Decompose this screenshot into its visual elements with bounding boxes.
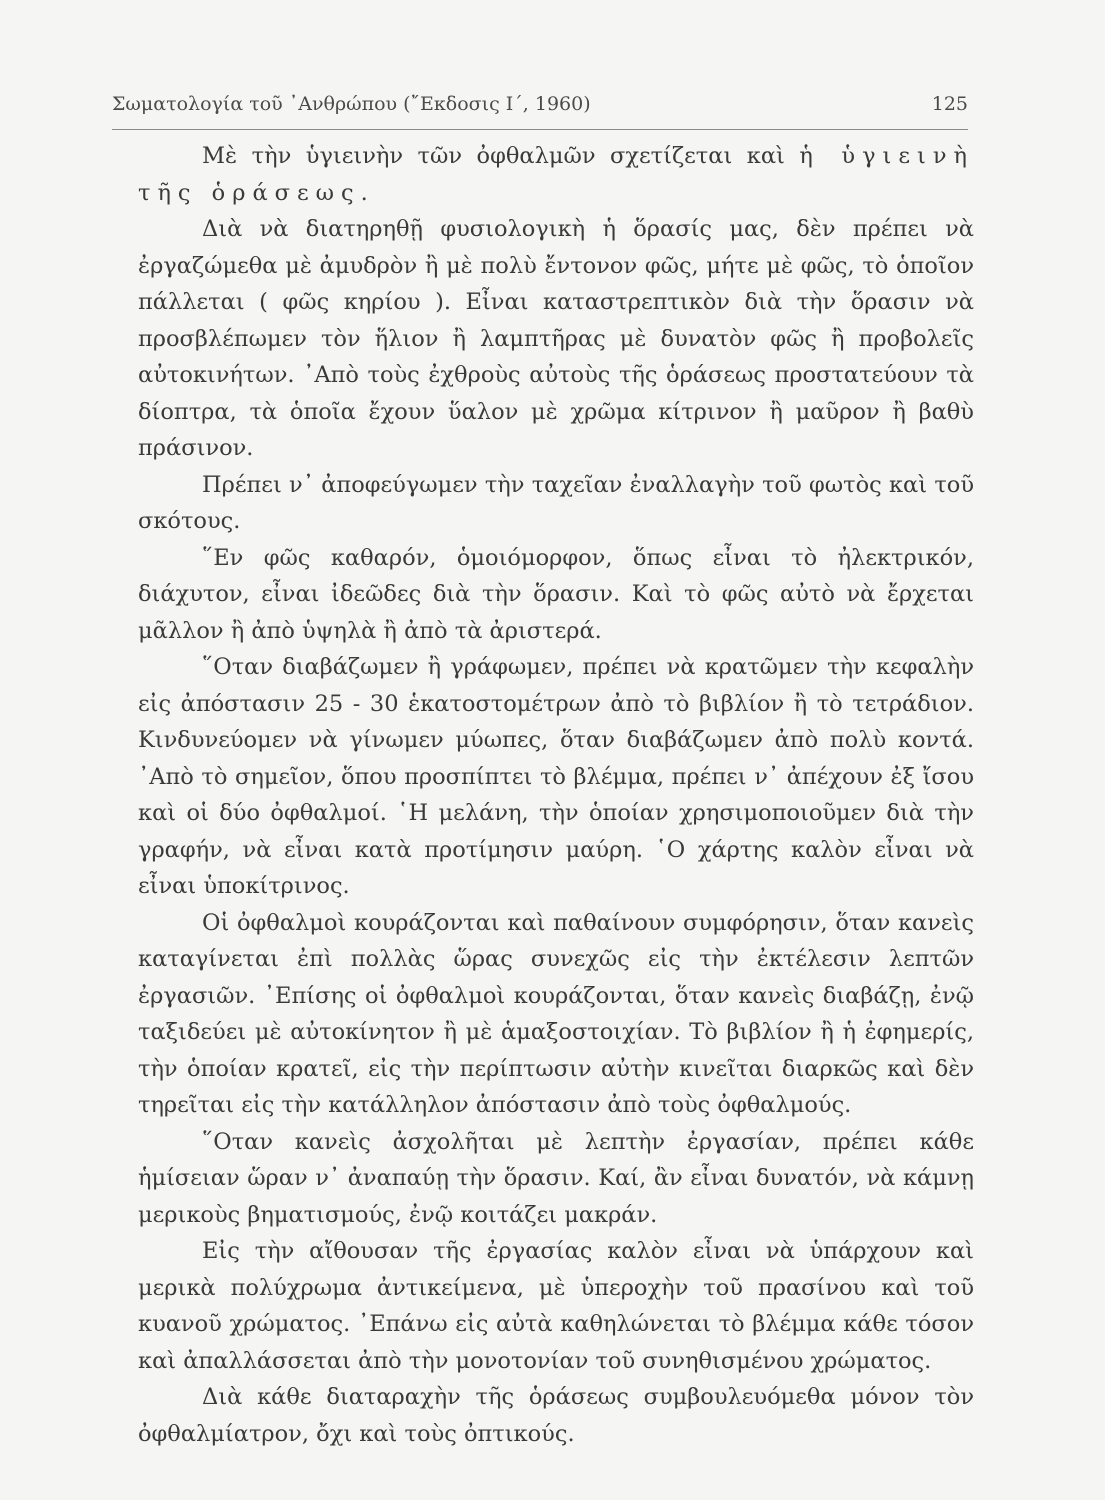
- spaced-emphasis: ἡ ὑγιεινὴ τῆς ὁράσεως: [138, 143, 974, 206]
- paragraph-lead: Μὲ τὴν ὑγιεινὴν τῶν ὀφθαλμῶν σχετίζεται καὶ: [202, 143, 800, 169]
- paragraph: [138, 138, 974, 211]
- header-rule: [112, 129, 968, 130]
- paragraph: Διὰ κάθε διαταραχὴν τῆς ὁράσεως συμβουλευόμεθα μόνον τὸν ὀφθαλμίατρον, ὄχι καὶ τοὺς ὀπτικούς.: [138, 1384, 974, 1447]
- running-title: Σωματολογία τοῦ ᾿Ανθρώπου (῎Εκδοσις Ι΄, 1960): [112, 93, 591, 115]
- paragraph: Διὰ νὰ διατηρηθῇ φυσιολογικὴ ἡ ὅρασίς μας, δὲν πρέπει νὰ ἐργαζώμεθα μὲ ἀμυδρὸν ἢ μὲ πολὺ ἔντονον φῶς, μήτε μὲ φῶς, τὸ ὁποῖον πάλλεται ( φῶς κηρίου ). Εἶναι καταστρεπτικὸν διὰ τὴν ὅρασιν νὰ προσβλέπωμεν τὸν ἥλιον ἢ λαμπτῆρας μὲ δυνατὸν φῶς ἢ προβολεῖς αὐτοκινήτων. ᾿Απὸ τοὺς ἐχθροὺς αὐτοὺς τῆς ὁράσεως προστατεύουν τὰ δίοπτρα, τὰ ὁποῖα ἔχουν ὕαλον μὲ χρῶμα κίτρινον ἢ μαῦρον ἢ βαθὺ πράσινον.: [138, 216, 974, 461]
- paragraph: Οἱ ὀφθαλμοὶ κουράζονται καὶ παθαίνουν συμφόρησιν, ὅταν κανεὶς καταγίνεται ἐπὶ πολλὰς ὥρας συνεχῶς εἰς τὴν ἐκτέλεσιν λεπτῶν ἐργασιῶν. ᾿Επίσης οἱ ὀφθαλμοὶ κουράζονται, ὅταν κανεὶς διαβάζῃ, ἐνῷ ταξιδεύει μὲ αὐτοκίνητον ἢ μὲ ἁμαξοστοιχίαν. Τὸ βιβλίον ἢ ἡ ἐφημερίς, τὴν ὁποίαν κρατεῖ, εἰς τὴν περίπτωσιν αὐτὴν κινεῖται διαρκῶς καὶ δὲν τηρεῖται εἰς τὴν κατάλληλον ἀπόστασιν ἀπὸ τοὺς ὀφθαλμούς.: [138, 909, 974, 1118]
- paragraph: Εἰς τὴν αἴθουσαν τῆς ἐργασίας καλὸν εἶναι νὰ ὑπάρχουν καὶ μερικὰ πολύχρωμα ἀντικείμενα, μὲ ὑπεροχὴν τοῦ πρασίνου καὶ τοῦ κυανοῦ χρώματος. ᾿Επάνω εἰς αὐτὰ καθηλώνεται τὸ βλέμμα κάθε τόσον καὶ ἀπαλλάσσεται ἀπὸ τὴν μονοτονίαν τοῦ συνηθισμένου χρώματος.: [138, 1238, 974, 1374]
- body-text: [138, 138, 974, 1452]
- page-number: 125: [931, 93, 968, 115]
- paragraph: Πρέπει ν᾿ ἀποφεύγωμεν τὴν ταχεῖαν ἐναλλαγὴν τοῦ φωτὸς καὶ τοῦ σκότους.: [138, 471, 974, 534]
- paragraph: ῞Εν φῶς καθαρόν, ὁμοιόμορφον, ὅπως εἶναι τὸ ἠλεκτρικόν, διάχυτον, εἶναι ἰδεῶδες διὰ τὴν ὅρασιν. Καὶ τὸ φῶς αὐτὸ νὰ ἔρχεται μᾶλλον ἢ ἀπὸ ὑψηλὰ ἢ ἀπὸ τὰ ἀριστερά.: [138, 544, 974, 644]
- paragraph: ῞Οταν κανεὶς ἀσχολῆται μὲ λεπτὴν ἐργασίαν, πρέπει κάθε ἡμίσειαν ὥραν ν᾿ ἀναπαύῃ τὴν ὅρασιν. Καί, ἂν εἶναι δυνατόν, νὰ κάμνῃ μερικοὺς βηματισμούς, ἐνῷ κοιτάζει μακράν.: [138, 1128, 974, 1228]
- paragraph-tail: .: [360, 179, 368, 206]
- paragraph: ῞Οταν διαβάζωμεν ἢ γράφωμεν, πρέπει νὰ κρατῶμεν τὴν κεφαλὴν εἰς ἀπόστασιν 25 - 30 ἑκατοστομέτρων ἀπὸ τὸ βιβλίον ἢ τὸ τετράδιον. Κινδυνεύομεν νὰ γίνωμεν μύωπες, ὅταν διαβάζωμεν ἀπὸ πολὺ κοντά. ᾿Απὸ τὸ σημεῖον, ὅπου προσπίπτει τὸ βλέμμα, πρέπει ν᾿ ἀπέχουν ἐξ ἴσου καὶ οἱ δύο ὀφθαλμοί. ῾Η μελάνη, τὴν ὁποίαν χρησιμοποιοῦμεν διὰ τὴν γραφήν, νὰ εἶναι κατὰ προτίμησιν μαύρη. ῾Ο χάρτης καλὸν εἶναι νὰ εἶναι ὑποκίτρινος.: [138, 654, 974, 899]
- running-header: [112, 93, 968, 133]
